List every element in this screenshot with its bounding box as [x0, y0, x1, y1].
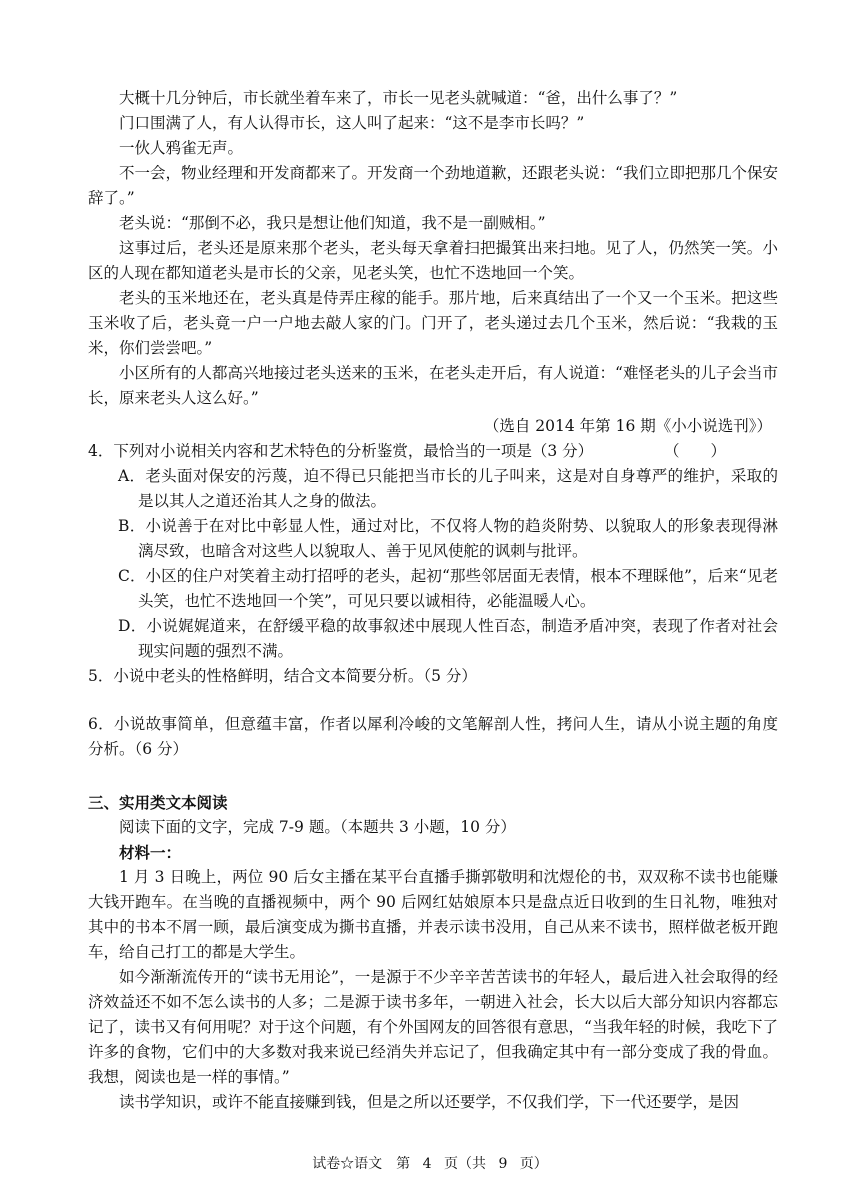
section-instruction: 阅读下面的文字，完成 7-9 题。（本题共 3 小题，10 分）: [119, 818, 516, 836]
story-paragraph: 一伙人鸦雀无声。: [119, 139, 244, 157]
story-paragraph: 大概十几分钟后，市长就坐着车来了，市长一见老头就喊道：“爸，出什么事了？”: [119, 89, 678, 107]
story-paragraph: 小区所有的人都高兴地接过老头送来的玉米，在老头走开后，有人说道：“难怪老头的儿子会当市长，原来老头人这么好。”: [88, 364, 778, 407]
option-b: B．小说善于在对比中彰显人性，通过对比，不仅将人物的趋炎附势、以貌取人的形象表现得淋漓尽致，也暗含对这些人以貌取人、善于见风使舵的讽刺与批评。: [118, 517, 778, 560]
page-content: [88, 86, 778, 1115]
section-3: [88, 790, 778, 1115]
material-paragraph: 1 月 3 日晚上，两位 90 后女主播在某平台直播手撕郭敬明和沈煜伦的书，双双称不读书也能赚大钱开跑车。在当晚的直播视频中，两个 90 后网红姑娘原本只是盘点近日收到的生日礼物，唯独对其中的书本不屑一顾，最后演变成为撕书直播，并表示读书没用，自己从来不读书，照样做老板开跑车，给自己打工的都是大学生。: [88, 868, 778, 961]
material-paragraph: 读书学知识，或许不能直接赚到钱，但是之所以还要学，不仅我们学，下一代还要学，是因: [119, 1093, 740, 1111]
material-paragraph: 如今渐渐流传开的“读书无用论”，一是源于不少辛辛苦苦读书的年轻人，最后进入社会取得的经济效益还不如不怎么读书的人多；二是源于读书多年，一朝进入社会，长大以后大部分知识内容都忘记了，读书又有何用呢？对于这个问题，有个外国网友的回答很有意思，“当我年轻的时候，我吃下了许多的食物，它们中的大多数对我来说已经消失并忘记了，但我确定其中有一部分变成了我的骨血。我想，阅读也是一样的事情。”: [88, 968, 778, 1086]
section-heading: 三、实用类文本阅读: [88, 793, 228, 812]
story-paragraph: 门口围满了人，有人认得市长，这人叫了起来：“这不是李市长吗？”: [119, 114, 585, 132]
question-4-stem: [88, 439, 778, 464]
story-excerpt: [88, 86, 778, 439]
question-4: [88, 439, 778, 664]
option-a: A．老头面对保安的污蔑，迫不得已只能把当市长的儿子叫来，这是对自身尊严的维护，采取的是以其人之道还治其人之身的做法。: [118, 467, 778, 510]
story-source: （选自 2014 年第 16 期《小小说选刊》）: [483, 417, 772, 435]
story-paragraph: 老头说：“那倒不必，我只是想让他们知道，我不是一副贼相。”: [119, 214, 546, 232]
answer-space: [88, 689, 778, 712]
question-6: 6．小说故事简单，但意蕴丰富，作者以犀利冷峻的文笔解剖人性，拷问人生，请从小说主题的角度分析。（6 分）: [88, 715, 778, 758]
option-c: C．小区的住户对笑着主动打招呼的老头，起初“那些邻居面无表情，根本不理睬他”，后来“见老头笑，也忙不迭地回一个笑”，可见只要以诚相待，必能温暖人心。: [118, 567, 778, 610]
story-paragraph: 老头的玉米地还在，老头真是侍弄庄稼的能手。那片地，后来真结出了一个又一个玉米。把这些玉米收了后，老头竟一户一户地去敲人家的门。门开了，老头递过去几个玉米，然后说：“我栽的玉米，你们尝尝吧。”: [88, 289, 778, 357]
answer-blank: （ ）: [663, 442, 726, 460]
story-paragraph: 不一会，物业经理和开发商都来了。开发商一个劲地道歉，还跟老头说：“我们立即把那几个保安辞了。”: [88, 164, 778, 207]
question-4-stem-text: 4．下列对小说相关内容和艺术特色的分析鉴赏，最恰当的一项是（3 分）: [88, 442, 594, 460]
page-footer: 试卷☆语文 第 4 页（共 9 页）: [312, 1156, 548, 1172]
question-5: 5．小说中老头的性格鲜明，结合文本简要分析。（5 分）: [88, 667, 477, 685]
option-d: D．小说娓娓道来，在舒缓平稳的故事叙述中展现人性百态，制造矛盾冲突，表现了作者对社会现实问题的强烈不满。: [118, 617, 778, 660]
answer-space: [88, 762, 778, 790]
story-paragraph: 这事过后，老头还是原来那个老头，老头每天拿着扫把撮箕出来扫地。见了人，仍然笑一笑。小区的人现在都知道老头是市长的父亲，见老头笑，也忙不迭地回一个笑。: [88, 239, 778, 282]
material-label: 材料一：: [119, 843, 182, 862]
